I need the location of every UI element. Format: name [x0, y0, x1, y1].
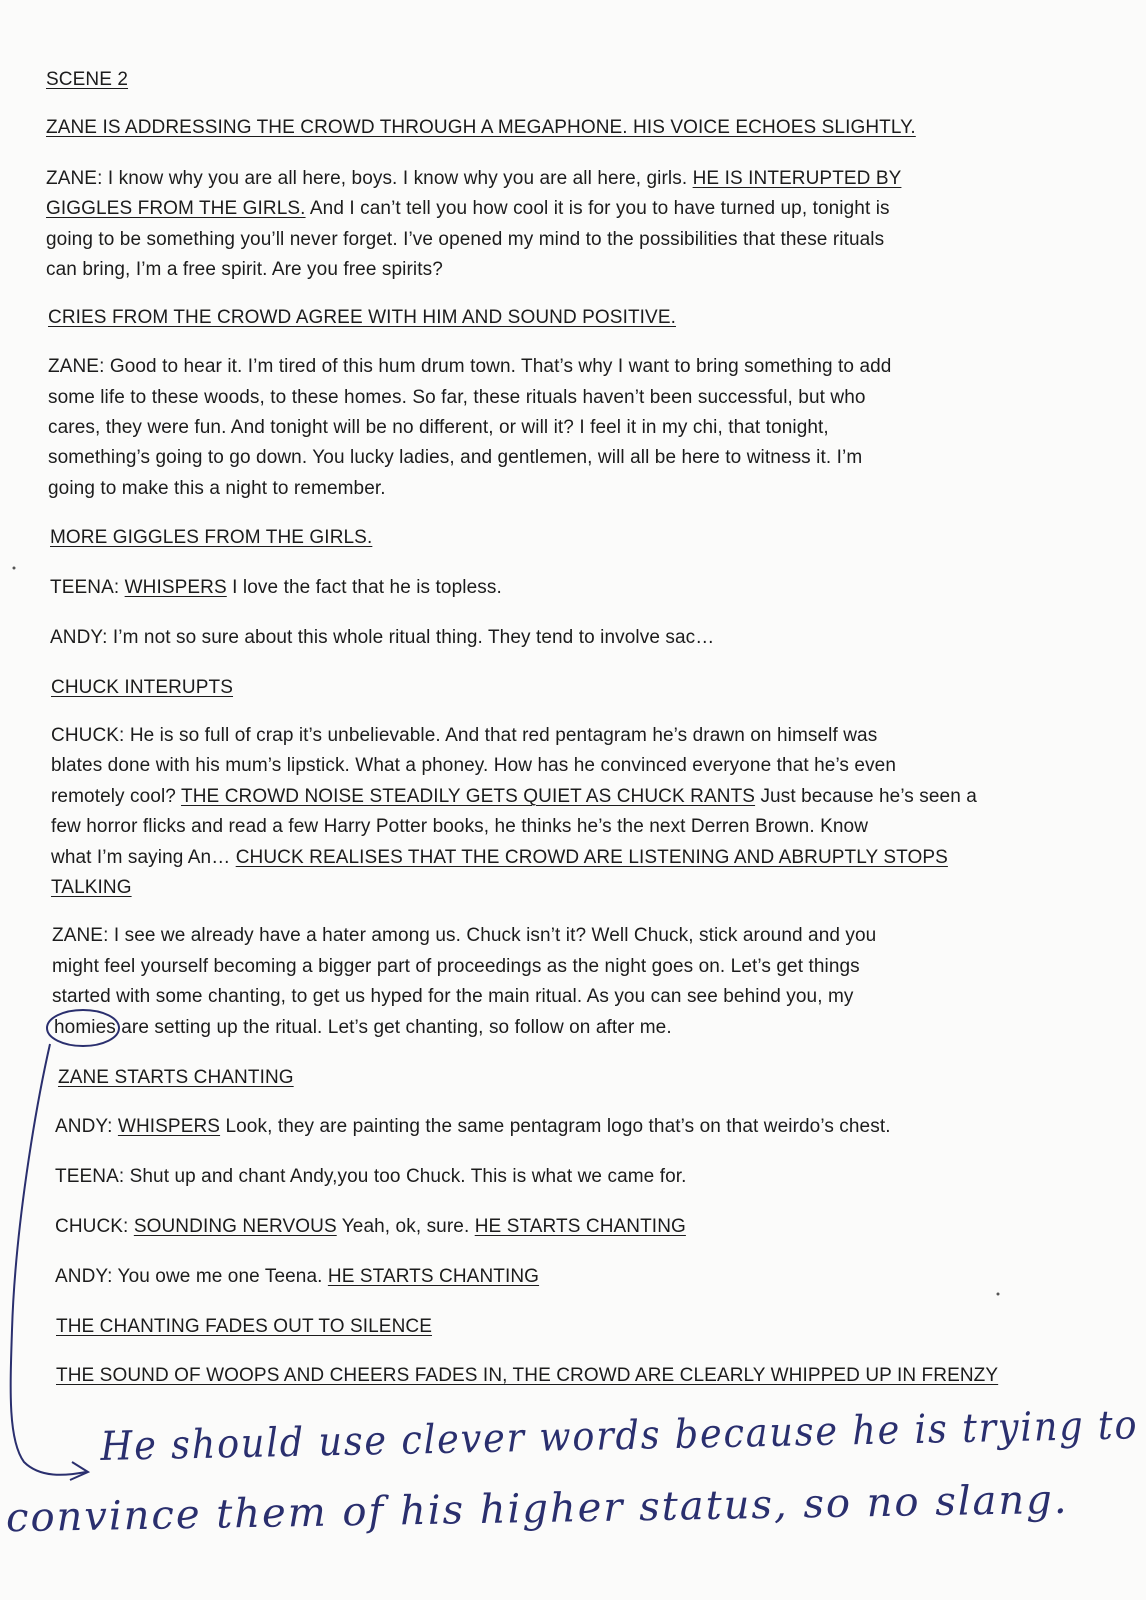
speck: [997, 1293, 1000, 1296]
dialogue-line: can bring, I’m a free spirit. Are you free spirits?: [46, 259, 443, 280]
dialogue-line: something’s going to go down. You lucky ladies, and gentlemen, will all be here to witness it. I’m: [48, 447, 863, 468]
connector-line: [11, 1044, 86, 1475]
dialogue-line: [55, 1215, 686, 1239]
dialogue-line: blates done with his mum’s lipstick. What a phoney. How has he convinced everyone that he’s even: [51, 755, 897, 776]
dialogue-line: [55, 1115, 891, 1139]
dialogue-text: ANDY: You owe me one Teena.: [55, 1266, 323, 1287]
dialogue-line: ZANE: Good to hear it. I’m tired of this hum drum town. That’s why I want to bring something to add: [48, 356, 892, 377]
dialogue-text: are setting up the ritual. Let’s get chanting, so follow on after me.: [121, 1017, 672, 1038]
speaker-name: CHUCK:: [55, 1216, 129, 1237]
dialogue-text: Yeah, ok, sure.: [341, 1216, 470, 1237]
speck: [13, 567, 16, 570]
dialogue-line: few horror flicks and read a few Harry Potter books, he thinks he’s the next Derren Brown. Know: [51, 816, 869, 837]
handwritten-note-line-2: convince them of his higher status, so no slang.: [5, 1476, 1069, 1542]
dialogue-line: might feel yourself becoming a bigger part of proceedings as the night goes on. Let’s get things: [52, 956, 860, 977]
stage-direction: CHUCK REALISES THAT THE CROWD ARE LISTENING AND ABRUPTLY STOPS: [235, 847, 948, 868]
speaker-name: ANDY:: [55, 1116, 113, 1137]
stage-direction: HE STARTS CHANTING: [474, 1216, 686, 1237]
stage-direction: SOUNDING NERVOUS: [133, 1216, 337, 1237]
dialogue-line: [51, 846, 948, 870]
stage-direction: THE SOUND OF WOOPS AND CHEERS FADES IN, THE CROWD ARE CLEARLY WHIPPED UP IN FRENZY: [56, 1365, 999, 1386]
arrow-head-icon: [70, 1462, 88, 1480]
stage-direction: MORE GIGGLES FROM THE GIRLS.: [50, 527, 373, 548]
stage-direction: THE CHANTING FADES OUT TO SILENCE: [56, 1316, 432, 1337]
dialogue-line: [50, 576, 502, 600]
stage-direction: WHISPERS: [124, 577, 227, 598]
stage-direction: THE CROWD NOISE STEADILY GETS QUIET AS CHUCK RANTS: [181, 786, 756, 807]
dialogue-line: going to make this a night to remember.: [48, 478, 386, 499]
stage-direction: ZANE IS ADDRESSING THE CROWD THROUGH A MEGAPHONE. HIS VOICE ECHOES SLIGHTLY.: [46, 117, 916, 138]
dialogue-line: TEENA: Shut up and chant Andy,you too Chuck. This is what we came for.: [55, 1166, 687, 1187]
dialogue-text: Look, they are painting the same pentagram logo that’s on that weirdo’s chest.: [225, 1116, 891, 1137]
dialogue-line: going to be something you’ll never forget. I’ve opened my mind to the possibilities that these rituals: [46, 229, 885, 250]
scene-heading: SCENE 2: [46, 69, 129, 90]
stage-direction: HE STARTS CHANTING: [327, 1266, 540, 1287]
dialogue-line: [55, 1265, 539, 1289]
dialogue-text: I love the fact that he is topless.: [232, 577, 502, 598]
dialogue-text: what I’m saying An…: [51, 847, 231, 868]
speaker-name: ZANE:: [46, 168, 103, 189]
dialogue-line: [46, 197, 890, 221]
dialogue-line: started with some chanting, to get us hyped for the main ritual. As you can see behind you, my: [52, 986, 854, 1007]
stage-direction: CHUCK INTERUPTS: [51, 677, 234, 698]
dialogue-line: ANDY: I’m not so sure about this whole ritual thing. They tend to involve sac…: [50, 627, 715, 648]
speaker-name: TEENA:: [50, 577, 120, 598]
dialogue-text: And I can’t tell you how cool it is for you to have turned up, tonight is: [309, 198, 890, 219]
dialogue-line: CHUCK: He is so full of crap it’s unbelievable. And that red pentagram he’s drawn on himself was: [51, 725, 878, 746]
stage-direction: TALKING: [51, 877, 132, 898]
circled-word: homies: [54, 1017, 116, 1038]
stage-direction: CRIES FROM THE CROWD AGREE WITH HIM AND SOUND POSITIVE.: [48, 307, 676, 328]
dialogue-text: remotely cool?: [51, 786, 176, 807]
dialogue-line: cares, they were fun. And tonight will be no different, or will it? I feel it in my chi, that tonight,: [48, 417, 829, 438]
stage-direction: ZANE STARTS CHANTING: [58, 1067, 294, 1088]
stage-direction: GIGGLES FROM THE GIRLS.: [46, 198, 306, 219]
dialogue-line: [54, 1016, 672, 1040]
dialogue-line: some life to these woods, to these homes. So far, these rituals haven’t been successful, but who: [48, 387, 866, 408]
dialogue-line: ZANE: I see we already have a hater among us. Chuck isn’t it? Well Chuck, stick around and you: [52, 925, 877, 946]
handwritten-note-line-1: He should use clever words because he is trying to: [100, 1402, 1139, 1470]
dialogue-text: I know why you are all here, boys. I know why you are all here, girls.: [107, 168, 688, 189]
dialogue-line: [46, 167, 901, 191]
dialogue-text: Just because he’s seen a: [760, 786, 977, 807]
stage-direction: HE IS INTERUPTED BY: [692, 168, 902, 189]
dialogue-line: [51, 785, 977, 809]
stage-direction: WHISPERS: [117, 1116, 221, 1137]
